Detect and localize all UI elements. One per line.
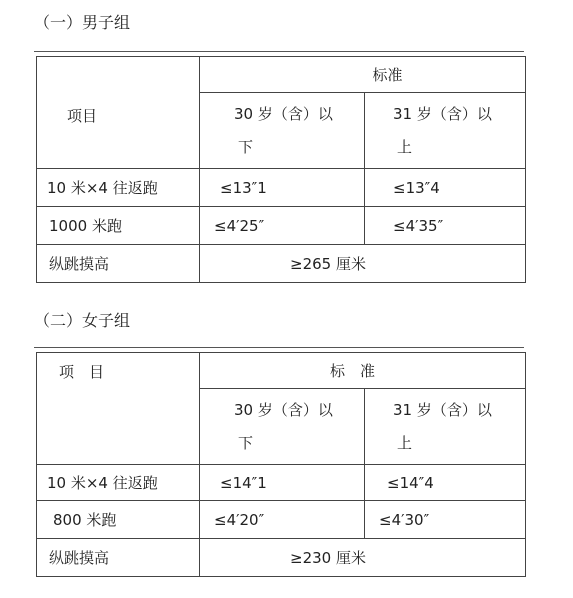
row-value-30-below: ≤14″1 [200, 465, 365, 501]
divider-line [34, 51, 524, 52]
row-value-30-below: ≤4′25″ [200, 207, 365, 245]
divider-line [34, 347, 524, 348]
header-age-31-line2: 上 [397, 137, 413, 156]
header-age-30-line1: 30 岁（含）以 [234, 104, 333, 123]
table-row [37, 169, 526, 207]
header-standard: 标 准 [200, 353, 526, 389]
header-item: 项 目 [37, 353, 200, 465]
header-standard: 标准 [200, 57, 526, 93]
table-row [37, 539, 526, 577]
row-value-30-below: ≤13″1 [200, 169, 365, 207]
header-age-31-line1: 31 岁（含）以 [393, 400, 492, 419]
header-age-31-line1: 31 岁（含）以 [393, 104, 492, 123]
header-age-30-line2: 下 [238, 137, 254, 156]
row-item: 800 米跑 [37, 501, 200, 539]
table-row [37, 245, 526, 283]
row-value-31-above: ≤4′35″ [365, 207, 526, 245]
header-age-30-line2: 下 [238, 433, 254, 452]
section-title-women: （二）女子组 [34, 311, 131, 330]
standards-table-men [36, 56, 526, 283]
header-age-31-above [365, 389, 526, 465]
row-value-merged: ≥230 厘米 [200, 539, 526, 577]
table-row [37, 501, 526, 539]
header-age-30-below [200, 389, 365, 465]
table-row [37, 207, 526, 245]
header-item: 项目 [37, 57, 200, 169]
section-title-men: （一）男子组 [34, 13, 131, 32]
row-item: 1000 米跑 [37, 207, 200, 245]
standards-table-women [36, 352, 526, 577]
row-value-31-above: ≤4′30″ [365, 501, 526, 539]
header-age-30-line1: 30 岁（含）以 [234, 400, 333, 419]
row-value-31-above: ≤14″4 [365, 465, 526, 501]
header-age-31-above [365, 93, 526, 169]
row-value-30-below: ≤4′20″ [200, 501, 365, 539]
table-header-row [37, 57, 526, 93]
row-item: 10 米×4 往返跑 [37, 465, 200, 501]
row-item: 纵跳摸高 [37, 245, 200, 283]
row-value-merged: ≥265 厘米 [200, 245, 526, 283]
row-item: 纵跳摸高 [37, 539, 200, 577]
header-age-30-below [200, 93, 365, 169]
table-row [37, 465, 526, 501]
row-value-31-above: ≤13″4 [365, 169, 526, 207]
table-header-row [37, 353, 526, 389]
header-age-31-line2: 上 [397, 433, 413, 452]
row-item: 10 米×4 往返跑 [37, 169, 200, 207]
